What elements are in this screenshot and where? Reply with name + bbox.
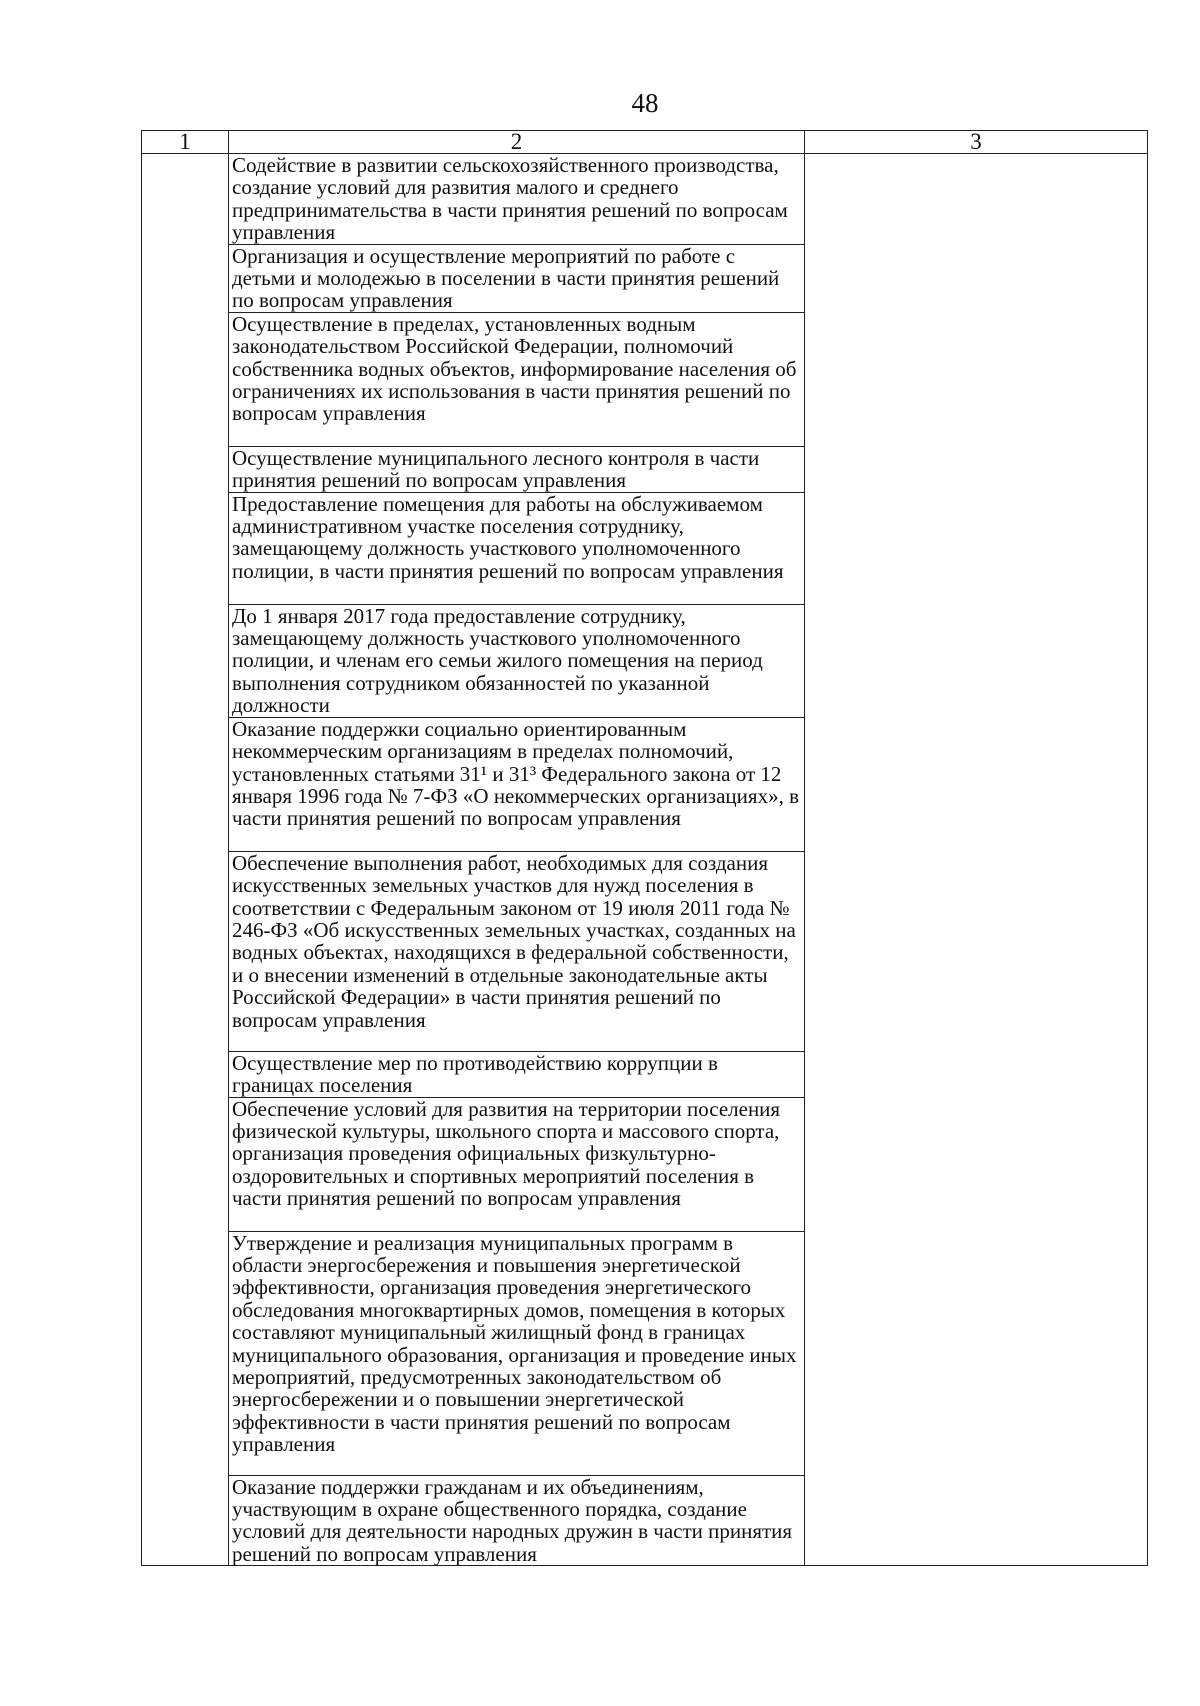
column-1-cell — [142, 154, 229, 1566]
row-text: Оказание поддержки гражданам и их объединениям, участвующим в охране общественного порядка, создание условий для деятельности народных дружин в части принятия решений по вопросам управления — [229, 1475, 805, 1566]
row-text: Утверждение и реализация муниципальных программ в области энергосбережения и повышения энергетической эффективности, организация проведения энергетического обследования многоквартирных домов, помещения в которых составляют муниципальный жилищный фонд в границах муниципального образования, организация и проведение иных мероприятий, предусмотренных законодательством об энергосбережении и о повышении энергетической эффективности в части принятия решений по вопросам управления — [229, 1231, 805, 1475]
table-header-row — [142, 131, 1148, 154]
header-col-2: 2 — [229, 131, 805, 154]
page-number: 48 — [631, 88, 659, 118]
table-row — [142, 154, 1148, 245]
row-text: До 1 января 2017 года предоставление сотруднику, замещающему должность участкового уполномоченного полиции, и членам его семьи жилого помещения на период выполнения сотрудником обязанностей по указанной должности — [229, 604, 805, 717]
row-text: Осуществление муниципального лесного контроля в части принятия решений по вопросам управления — [229, 446, 805, 492]
row-text: Обеспечение условий для развития на территории поселения физической культуры, школьного спорта и массового спорта, организация проведения официальных физкультурно-оздоровительных и спортивных мероприятий поселения в части принятия решений по вопросам управления — [229, 1097, 805, 1231]
row-text: Содействие в развитии сельскохозяйственного производства, создание условий для развития малого и среднего предпринимательства в части принятия решений по вопросам управления — [229, 154, 805, 245]
row-text: Осуществление в пределах, установленных водным законодательством Российской Федерации, полномочий собственника водных объектов, информирование населения об ограничениях их использования в части принятия решений по вопросам управления — [229, 312, 805, 446]
row-text: Обеспечение выполнения работ, необходимых для создания искусственных земельных участков для нужд поселения в соответствии с Федеральным законом от 19 июля 2011 года № 246-ФЗ «Об искусственных земельных участках, созданных на водных объектах, находящихся в федеральной собственности, и о внесении изменений в отдельные законодательные акты Российской Федерации» в части принятия решений по вопросам управления — [229, 851, 805, 1051]
header-col-3: 3 — [805, 131, 1148, 154]
row-text: Осуществление мер по противодействию коррупции в границах поселения — [229, 1051, 805, 1097]
header-col-1: 1 — [142, 131, 229, 154]
row-text: Организация и осуществление мероприятий по работе с детьми и молодежью в поселении в части принятия решений по вопросам управления — [229, 244, 805, 312]
row-text: Предоставление помещения для работы на обслуживаемом административном участке поселения сотруднику, замещающему должность участкового уполномоченного полиции, в части принятия решений по вопросам управления — [229, 492, 805, 604]
row-text: Оказание поддержки социально ориентированным некоммерческим организациям в пределах полномочий, установленных статьями 31¹ и 31³ Федерального закона от 12 января 1996 года № 7-ФЗ «О некоммерческих организациях», в части принятия решений по вопросам управления — [229, 717, 805, 851]
document-table — [141, 130, 1148, 1566]
column-3-cell — [805, 154, 1148, 1566]
